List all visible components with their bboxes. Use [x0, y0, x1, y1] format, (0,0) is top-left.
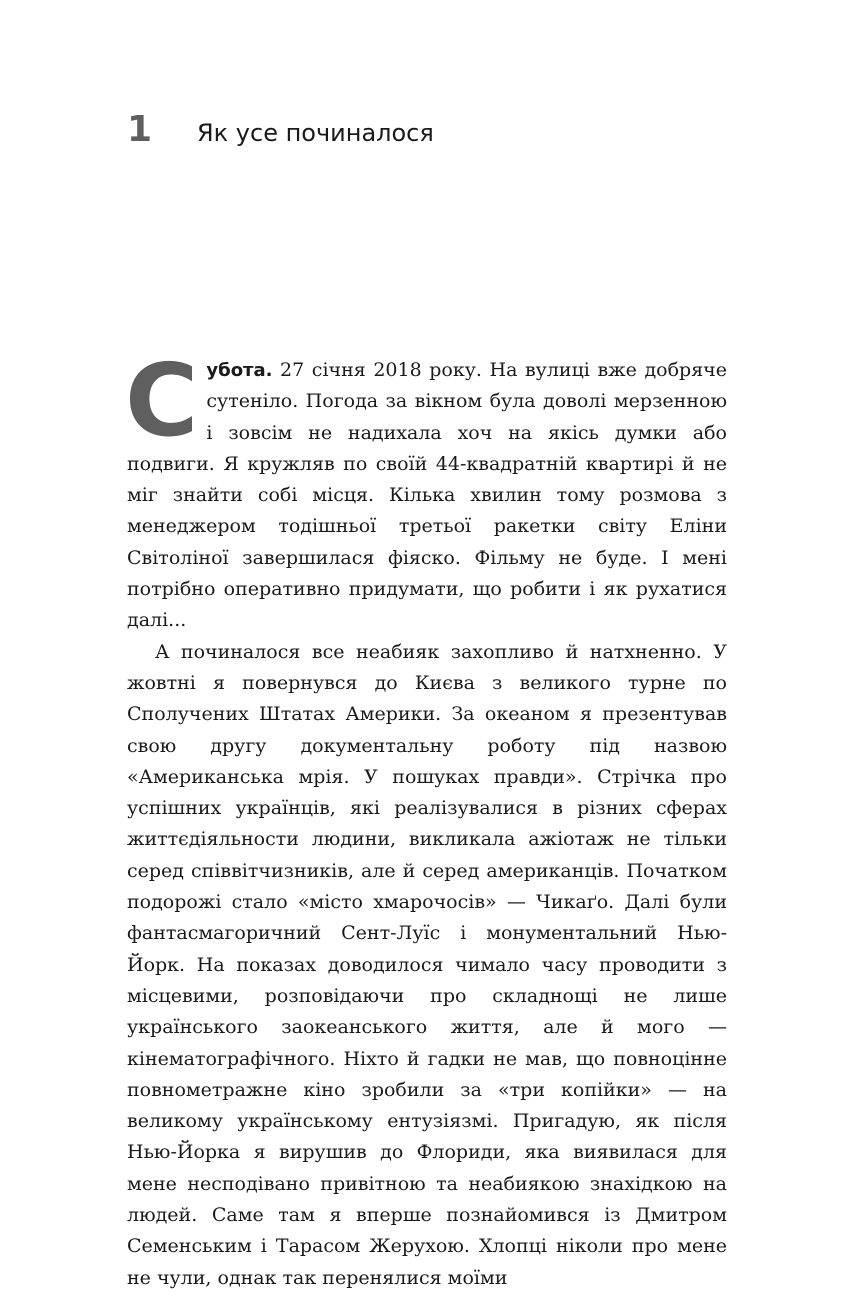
chapter-number: 1: [127, 109, 153, 150]
chapter-heading: [127, 108, 434, 152]
body-text: [125, 342, 727, 1294]
drop-cap: С: [125, 342, 199, 459]
paragraph-1-text: 27 січня 2018 року. На вулиці вже добряче сутеніло. Погода за вікном була доволі мерзенною і зовсім не надихала хоч на якісь думки або подвиги. Я кружляв по своїй 44-квадратній квартирі й не міг знайти собі місця. Кілька хвилин тому розмова з менеджером тодішньої третьої ракетки світу Еліни Світоліної завершилася фіяско. Фільму не буде. І мені потрібно оперативно придумати, що робити і як рухатися далі...: [127, 359, 727, 632]
paragraph-1: [125, 342, 727, 637]
chapter-title: Як усе починалося: [197, 119, 434, 147]
paragraph-2: А починалося все неабияк захопливо й натхненно. У жовтні я повернувся до Києва з великого турне по Сполучених Штатах Америки. За океаном я презентував свою другу документальну роботу під назвою «Американська мрія. У пошуках правди». Стрічка про успішних українців, які реалізувалися в різних сферах життєдіяльности людини, викликала ажіотаж не тільки серед співвітчизників, але й серед американців. Початком подорожі стало «місто хмарочосів» — Чикаґо. Далі були фантасмагоричний Сент-Луїс і монументальний Нью-Йорк. На показах доводилося чимало часу проводити з місцевими, розповідаючи про складнощі не лише українського заокеанського життя, але й мого — кінематографічного. Ніхто й гадки не мав, що повноцінне повнометражне кіно зробили за «три копійки» — на великому українському ентузіязмі. Пригадую, як після Нью-Йорка я вирушив до Флориди, яка виявилася для мене несподівано привітною та неабиякою знахідкою на людей. Саме там я вперше познайомився із Дмитром Семенським і Тарасом Жерухою. Хлопці ніколи про мене не чули, однак так перенялися моїми: [127, 640, 727, 1289]
lead-word: убота.: [206, 360, 273, 381]
